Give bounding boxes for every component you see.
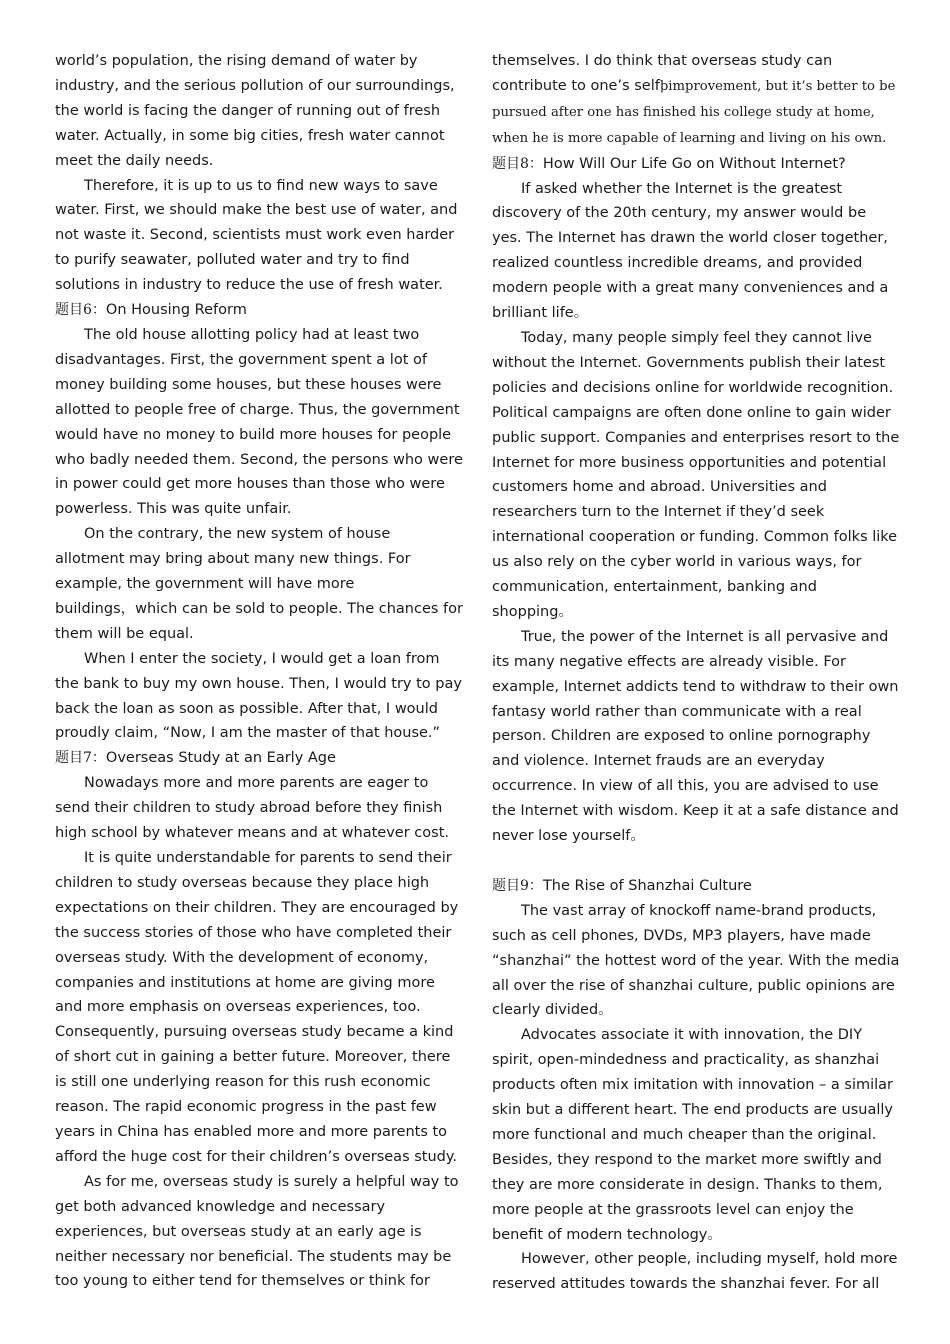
heading-topic-6 (55, 298, 463, 323)
paragraph-internet-3: True, the power of the Internet is all pervasive and its many negative effects are already visible. For example, Internet addicts tend to withdraw to their own fantasy world rather than communicate with a real person. Children are exposed to online pornography and violence. Internet frauds are an everyday occurrence. In view of all this, you are advised to use the Internet with wisdom. Keep it at a safe distance and never lose yourself。 (492, 628, 899, 845)
paragraph-housing-2a: On the contrary, the new system of house allotment may bring about many new things. For example, the government will have more (55, 526, 411, 593)
left-column (55, 49, 463, 1294)
paragraph-save-water: Therefore, it is up to us to find new ways to save water. First, we should make the best use of water, and not waste it. Second, scientists must work even harder to purify seawater, polluted water and try to find solutions in industry to reduce the use of fresh water. (55, 177, 458, 294)
heading-topic-9 (492, 874, 900, 899)
paragraph-overseas-1: Nowadays more and more parents are eager to send their children to study abroad before they finish high school by whatever means and at whatever cost. (55, 775, 449, 842)
topic-8-tag: 题目8： (492, 155, 543, 172)
right-column (492, 49, 900, 1297)
topic-6-title: On Housing Reform (105, 302, 247, 319)
paragraph-overseas-3: As for me, overseas study is surely a helpful way to get both advanced knowledge and necessary experiences, but overseas study at an early age is neither necessary nor beneficial. The students may be too young to either tend for themselves or think for (55, 1173, 459, 1290)
paragraph-internet-2: Today, many people simply feel they cannot live without the Internet. Governments publish their latest policies and decisions online for worldwide recognition. Political campaigns are often done online to gain wider public support. Companies and enterprises resort to the Internet for more business opportunities and potential customers home and abroad. Universities and researchers turn to the Internet if they’d seek international cooperation or funding. Common folks like us also rely on the cyber world in various ways, for communication, entertainment, banking and shopping。 (492, 329, 900, 620)
paragraph-internet-1: If asked whether the Internet is the greatest discovery of the 20th century, my answer would be yes. The Internet has drawn the world closer together, realized countless incredible dreams, and provided modern people with a great many conveniences and a brilliant life。 (492, 180, 889, 322)
heading-topic-7 (55, 746, 463, 771)
topic-7-title: Overseas Study at an Early Age (105, 750, 336, 767)
paragraph-water-continued: world’s population, the rising demand of water by industry, and the serious pollution of our surroundings, the world is facing the danger of running out of fresh water. Actually, in some big cities, fresh water cannot meet the daily needs. (55, 53, 455, 169)
paragraph-housing-2b: buildings，which can be sold to people. The chances for them will be equal. (55, 600, 463, 642)
overseas-continued-sans: themselves. I do think that overseas study can contribute to one’s self (492, 53, 833, 94)
paragraph-shanzhai-3: However, other people, including myself, hold more reserved attitudes towards the shanzhai fever. For all (492, 1251, 898, 1293)
heading-topic-8 (492, 152, 900, 177)
paragraph-shanzhai-1: The vast array of knockoff name-brand products, such as cell phones, DVDs, MP3 players, have made “shanzhai” the hottest word of the year. With the media all over the rise of shanzhai culture, public opinions are clearly divided。 (492, 902, 900, 1019)
paragraph-housing-3: When I enter the society, I would get a loan from the bank to buy my own house. Then, I would try to pay back the loan as soon as possible. After that, I would proudly claim, “Now, I am the master of that house.” (55, 650, 462, 742)
paragraph-overseas-continued (492, 49, 900, 152)
paragraph-shanzhai-2: Advocates associate it with innovation, the DIY spirit, open-mindedness and practicality, as shanzhai products often mix imitation with innovation – a similar skin but a different heart. The end products are usually more functional and much cheaper than the original. Besides, they respond to the market more swiftly and they are more considerate in design. Thanks to them, more people at the grassroots level can enjoy the benefit of modern technology。 (492, 1027, 894, 1243)
paragraph-overseas-2: It is quite understandable for parents to send their children to study overseas because they place high expectations on their children. They are encouraged by the success stories of those who have completed their overseas study. With the development of economy, companies and institutions at home are giving more and more emphasis on overseas experiences, too. Consequently, pursuing overseas study became a kind of short cut in gaining a better future. Moreover, there is still one underlying reason for this rush economic reason. The rapid economic progress in the past few years in China has enabled more and more parents to afford the huge cost for their children’s overseas study. (55, 850, 459, 1165)
overseas-continued-serif: ϸimprovement, but it’s better to be pursued after one has finished his college study at home, when he is more capable of learning and living on his own. (492, 78, 896, 146)
paragraph-housing-1: The old house allotting policy had at least two disadvantages. First, the government spent a lot of money building some houses, but these houses were allotted to people free of charge. Thus, the government would have no money to build more houses for people who badly needed them. Second, the persons who were in power could get more houses than those who were powerless. This was quite unfair. (55, 326, 463, 518)
topic-8-title: How Will Our Life Go on Without Internet? (542, 155, 846, 172)
topic-6-tag: 题目6： (55, 302, 106, 319)
blank-line (492, 849, 900, 874)
topic-9-title: The Rise of Shanzhai Culture (542, 877, 752, 894)
topic-7-tag: 题目7： (55, 750, 106, 767)
topic-9-tag: 题目9： (492, 877, 543, 894)
